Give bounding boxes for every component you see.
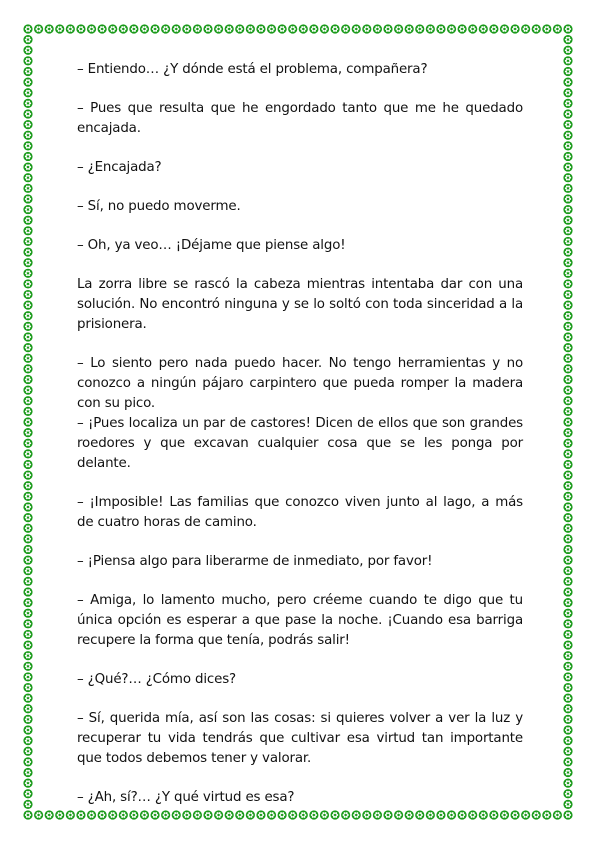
- flower-ornament-icon: [235, 810, 244, 819]
- flower-ornament-icon: [563, 258, 572, 267]
- flower-ornament-icon: [235, 24, 244, 33]
- flower-ornament-icon: [563, 439, 572, 448]
- flower-ornament-icon: [203, 24, 212, 33]
- flower-ornament-icon: [278, 810, 287, 819]
- flower-ornament-icon: [23, 301, 32, 310]
- flower-ornament-icon: [563, 609, 572, 618]
- flower-ornament-icon: [563, 237, 572, 246]
- flower-ornament-icon: [23, 577, 32, 586]
- flower-ornament-icon: [500, 810, 509, 819]
- flower-ornament-icon: [23, 789, 32, 798]
- flower-ornament-icon: [563, 247, 572, 256]
- flower-ornament-icon: [563, 747, 572, 756]
- flower-ornament-icon: [246, 24, 255, 33]
- flower-ornament-icon: [563, 332, 572, 341]
- flower-ornament-icon: [23, 619, 32, 628]
- flower-ornament-icon: [563, 109, 572, 118]
- flower-ornament-icon: [23, 417, 32, 426]
- story-text: [77, 60, 523, 808]
- flower-ornament-icon: [23, 258, 32, 267]
- flower-ornament-icon: [563, 67, 572, 76]
- flower-ornament-icon: [214, 24, 223, 33]
- flower-ornament-icon: [563, 471, 572, 480]
- flower-ornament-icon: [563, 141, 572, 150]
- flower-ornament-icon: [23, 534, 32, 543]
- flower-ornament-icon: [563, 534, 572, 543]
- flower-ornament-icon: [23, 290, 32, 299]
- flower-ornament-icon: [23, 184, 32, 193]
- flower-ornament-icon: [23, 609, 32, 618]
- flower-ornament-icon: [563, 502, 572, 511]
- flower-ornament-icon: [23, 279, 32, 288]
- flower-ornament-icon: [563, 736, 572, 745]
- flower-ornament-icon: [23, 311, 32, 320]
- flower-ornament-icon: [23, 78, 32, 87]
- flower-ornament-icon: [23, 460, 32, 469]
- flower-ornament-icon: [108, 810, 117, 819]
- flower-ornament-icon: [532, 24, 541, 33]
- flower-ornament-icon: [23, 598, 32, 607]
- flower-ornament-icon: [23, 194, 32, 203]
- flower-ornament-icon: [458, 24, 467, 33]
- flower-ornament-icon: [436, 24, 445, 33]
- flower-ornament-icon: [383, 24, 392, 33]
- flower-ornament-icon: [563, 800, 572, 809]
- flower-ornament-icon: [563, 194, 572, 203]
- dialogue-line: – Lo siento pero nada puedo hacer. No tengo herramientas y no conozco a ningún pájaro carpintero que pueda romper la madera con su pico.: [77, 356, 523, 411]
- flower-ornament-icon: [108, 24, 117, 33]
- flower-ornament-icon: [563, 78, 572, 87]
- flower-ornament-icon: [23, 354, 32, 363]
- flower-ornament-icon: [23, 662, 32, 671]
- flower-ornament-icon: [563, 407, 572, 416]
- flower-ornament-icon: [119, 810, 128, 819]
- flower-ornament-icon: [563, 577, 572, 586]
- flower-ornament-icon: [23, 375, 32, 384]
- flower-ornament-icon: [256, 810, 265, 819]
- flower-ornament-icon: [246, 810, 255, 819]
- flower-ornament-icon: [542, 810, 551, 819]
- flower-ornament-icon: [23, 56, 32, 65]
- flower-ornament-icon: [129, 24, 138, 33]
- flower-ornament-icon: [23, 247, 32, 256]
- dialogue-line: – Pues que resulta que he engordado tanto que me he quedado encajada.: [77, 101, 523, 136]
- flower-ornament-icon: [299, 810, 308, 819]
- flower-ornament-icon: [23, 736, 32, 745]
- flower-ornament-icon: [468, 24, 477, 33]
- flower-ornament-icon: [23, 694, 32, 703]
- flower-ornament-icon: [468, 810, 477, 819]
- flower-ornament-icon: [23, 587, 32, 596]
- flower-ornament-icon: [45, 810, 54, 819]
- flower-ornament-icon: [23, 481, 32, 490]
- flower-ornament-icon: [563, 311, 572, 320]
- flower-ornament-icon: [458, 810, 467, 819]
- flower-ornament-icon: [563, 630, 572, 639]
- flower-ornament-icon: [563, 269, 572, 278]
- flower-ornament-icon: [563, 131, 572, 140]
- flower-ornament-icon: [563, 216, 572, 225]
- flower-ornament-icon: [23, 768, 32, 777]
- flower-ornament-icon: [23, 640, 32, 649]
- flower-ornament-icon: [563, 757, 572, 766]
- flower-ornament-icon: [23, 513, 32, 522]
- dialogue-line: – Amiga, lo lamento mucho, pero créeme cuando te digo que tu única opción es esperar a que pase la noche. ¡Cuando esa barriga recupere la forma que tenía, podrás salir!: [77, 593, 523, 648]
- flower-ornament-icon: [225, 810, 234, 819]
- flower-ornament-icon: [563, 386, 572, 395]
- flower-ornament-icon: [66, 24, 75, 33]
- flower-ornament-icon: [55, 24, 64, 33]
- flower-ornament-icon: [182, 810, 191, 819]
- flower-ornament-icon: [23, 651, 32, 660]
- flower-ornament-icon: [23, 683, 32, 692]
- flower-ornament-icon: [563, 725, 572, 734]
- flower-ornament-icon: [415, 810, 424, 819]
- flower-ornament-icon: [87, 24, 96, 33]
- flower-ornament-icon: [330, 810, 339, 819]
- flower-ornament-icon: [23, 332, 32, 341]
- flower-ornament-icon: [415, 24, 424, 33]
- flower-ornament-icon: [45, 24, 54, 33]
- flower-ornament-icon: [23, 67, 32, 76]
- flower-ornament-icon: [267, 24, 276, 33]
- flower-ornament-icon: [98, 810, 107, 819]
- flower-ornament-icon: [23, 471, 32, 480]
- flower-ornament-icon: [510, 810, 519, 819]
- flower-ornament-icon: [23, 216, 32, 225]
- flower-ornament-icon: [193, 810, 202, 819]
- flower-ornament-icon: [76, 810, 85, 819]
- flower-ornament-icon: [563, 375, 572, 384]
- flower-ornament-icon: [563, 354, 572, 363]
- flower-ornament-icon: [563, 789, 572, 798]
- flower-ornament-icon: [23, 109, 32, 118]
- flower-ornament-icon: [563, 779, 572, 788]
- flower-ornament-icon: [563, 619, 572, 628]
- flower-ornament-icon: [23, 269, 32, 278]
- flower-ornament-icon: [563, 683, 572, 692]
- flower-ornament-icon: [23, 439, 32, 448]
- flower-ornament-icon: [225, 24, 234, 33]
- flower-ornament-icon: [278, 24, 287, 33]
- flower-ornament-icon: [150, 24, 159, 33]
- flower-ornament-icon: [256, 24, 265, 33]
- flower-ornament-icon: [563, 364, 572, 373]
- flower-ornament-icon: [563, 46, 572, 55]
- flower-ornament-icon: [563, 35, 572, 44]
- flower-ornament-icon: [288, 810, 297, 819]
- flower-ornament-icon: [172, 810, 181, 819]
- flower-ornament-icon: [23, 747, 32, 756]
- flower-ornament-icon: [447, 24, 456, 33]
- flower-ornament-icon: [532, 810, 541, 819]
- flower-ornament-icon: [140, 810, 149, 819]
- flower-ornament-icon: [352, 810, 361, 819]
- flower-ornament-icon: [288, 24, 297, 33]
- flower-ornament-icon: [23, 779, 32, 788]
- flower-ornament-icon: [383, 810, 392, 819]
- flower-ornament-icon: [23, 757, 32, 766]
- dialogue-line: – ¡Imposible! Las familias que conozco viven junto al lago, a más de cuatro horas de camino.: [77, 495, 523, 530]
- flower-ornament-icon: [426, 24, 435, 33]
- flower-ornament-icon: [23, 704, 32, 713]
- flower-ornament-icon: [320, 24, 329, 33]
- flower-ornament-icon: [98, 24, 107, 33]
- flower-ornament-icon: [563, 513, 572, 522]
- flower-ornament-icon: [34, 810, 43, 819]
- flower-ornament-icon: [394, 24, 403, 33]
- flower-ornament-icon: [563, 587, 572, 596]
- flower-ornament-icon: [563, 598, 572, 607]
- flower-ornament-icon: [23, 407, 32, 416]
- flower-ornament-icon: [563, 120, 572, 129]
- flower-ornament-icon: [563, 184, 572, 193]
- flower-ornament-icon: [34, 24, 43, 33]
- flower-ornament-icon: [563, 481, 572, 490]
- flower-ornament-icon: [553, 810, 562, 819]
- flower-ornament-icon: [66, 810, 75, 819]
- flower-ornament-icon: [309, 810, 318, 819]
- flower-ornament-icon: [479, 24, 488, 33]
- dialogue-line: – Sí, querida mía, así son las cosas: si quieres volver a ver la luz y recuperar tu vida tendrás que cultivar esa virtud tan importante que todos debemos tener y valorar.: [77, 711, 523, 766]
- flower-ornament-icon: [563, 162, 572, 171]
- flower-ornament-icon: [203, 810, 212, 819]
- flower-ornament-icon: [214, 810, 223, 819]
- flower-ornament-icon: [320, 810, 329, 819]
- flower-ornament-icon: [172, 24, 181, 33]
- flower-ornament-icon: [563, 524, 572, 533]
- flower-ornament-icon: [119, 24, 128, 33]
- flower-ornament-icon: [150, 810, 159, 819]
- flower-ornament-icon: [23, 162, 32, 171]
- flower-ornament-icon: [23, 237, 32, 246]
- flower-ornament-icon: [563, 704, 572, 713]
- flower-ornament-icon: [161, 810, 170, 819]
- flower-ornament-icon: [563, 152, 572, 161]
- flower-ornament-icon: [23, 800, 32, 809]
- flower-ornament-icon: [521, 24, 530, 33]
- flower-ornament-icon: [299, 24, 308, 33]
- flower-ornament-icon: [23, 120, 32, 129]
- flower-ornament-icon: [23, 672, 32, 681]
- flower-ornament-icon: [23, 725, 32, 734]
- flower-ornament-icon: [23, 152, 32, 161]
- flower-ornament-icon: [563, 460, 572, 469]
- flower-ornament-icon: [23, 322, 32, 331]
- dialogue-line: – ¿Ah, sí?… ¿Y qué virtud es esa?: [77, 790, 295, 805]
- flower-ornament-icon: [129, 810, 138, 819]
- flower-ornament-icon: [563, 279, 572, 288]
- flower-ornament-icon: [563, 417, 572, 426]
- flower-ornament-icon: [23, 810, 32, 819]
- flower-ornament-icon: [510, 24, 519, 33]
- flower-ornament-icon: [193, 24, 202, 33]
- flower-ornament-icon: [563, 545, 572, 554]
- flower-ornament-icon: [563, 694, 572, 703]
- flower-ornament-icon: [563, 715, 572, 724]
- flower-ornament-icon: [405, 810, 414, 819]
- flower-ornament-icon: [309, 24, 318, 33]
- flower-ornament-icon: [563, 768, 572, 777]
- dialogue-line: – Sí, no puedo moverme.: [77, 199, 241, 214]
- flower-ornament-icon: [563, 672, 572, 681]
- flower-ornament-icon: [23, 173, 32, 182]
- flower-ornament-icon: [489, 24, 498, 33]
- flower-ornament-icon: [23, 492, 32, 501]
- dialogue-line: – ¡Piensa algo para liberarme de inmediato, por favor!: [77, 554, 433, 569]
- flower-ornament-icon: [330, 24, 339, 33]
- flower-ornament-icon: [405, 24, 414, 33]
- flower-ornament-icon: [563, 396, 572, 405]
- flower-ornament-icon: [563, 322, 572, 331]
- flower-ornament-icon: [23, 343, 32, 352]
- flower-ornament-icon: [553, 24, 562, 33]
- flower-ornament-icon: [362, 24, 371, 33]
- flower-ornament-icon: [521, 810, 530, 819]
- flower-ornament-icon: [563, 173, 572, 182]
- flower-ornament-icon: [140, 24, 149, 33]
- flower-ornament-icon: [23, 226, 32, 235]
- flower-ornament-icon: [23, 502, 32, 511]
- flower-ornament-icon: [563, 56, 572, 65]
- narration-paragraph: La zorra libre se rascó la cabeza mientras intentaba dar con una solución. No encontró ninguna y se lo soltó con toda sinceridad a la prisionera.: [77, 277, 523, 332]
- flower-ornament-icon: [182, 24, 191, 33]
- flower-ornament-icon: [563, 640, 572, 649]
- flower-ornament-icon: [362, 810, 371, 819]
- flower-ornament-icon: [563, 301, 572, 310]
- flower-ornament-icon: [563, 205, 572, 214]
- flower-ornament-icon: [23, 131, 32, 140]
- flower-ornament-icon: [436, 810, 445, 819]
- flower-ornament-icon: [23, 428, 32, 437]
- flower-ornament-icon: [489, 810, 498, 819]
- flower-ornament-icon: [23, 715, 32, 724]
- dialogue-line: – ¿Encajada?: [77, 160, 162, 175]
- flower-ornament-icon: [563, 24, 572, 33]
- flower-ornament-icon: [373, 810, 382, 819]
- flower-ornament-icon: [55, 810, 64, 819]
- dialogue-line: – ¡Pues localiza un par de castores! Dicen de ellos que son grandes roedores y que excavan cualquier cosa que se les ponga por delante.: [77, 416, 523, 471]
- flower-ornament-icon: [23, 630, 32, 639]
- flower-ornament-icon: [563, 449, 572, 458]
- flower-ornament-icon: [23, 205, 32, 214]
- flower-ornament-icon: [479, 810, 488, 819]
- flower-ornament-icon: [563, 492, 572, 501]
- flower-ornament-icon: [23, 364, 32, 373]
- flower-ornament-icon: [23, 555, 32, 564]
- flower-ornament-icon: [352, 24, 361, 33]
- flower-ornament-icon: [341, 24, 350, 33]
- flower-ornament-icon: [563, 99, 572, 108]
- dialogue-line: – Entiendo… ¿Y dónde está el problema, compañera?: [77, 62, 428, 77]
- flower-ornament-icon: [23, 396, 32, 405]
- flower-ornament-icon: [23, 24, 32, 33]
- dialogue-line: – Oh, ya veo… ¡Déjame que piense algo!: [77, 238, 346, 253]
- flower-ornament-icon: [23, 449, 32, 458]
- flower-ornament-icon: [23, 386, 32, 395]
- flower-ornament-icon: [23, 524, 32, 533]
- flower-ornament-icon: [87, 810, 96, 819]
- flower-ornament-icon: [373, 24, 382, 33]
- flower-ornament-icon: [563, 662, 572, 671]
- flower-ornament-icon: [23, 35, 32, 44]
- flower-ornament-icon: [341, 810, 350, 819]
- flower-ornament-icon: [23, 88, 32, 97]
- flower-ornament-icon: [563, 226, 572, 235]
- flower-ornament-icon: [426, 810, 435, 819]
- flower-ornament-icon: [563, 555, 572, 564]
- flower-ornament-icon: [267, 810, 276, 819]
- flower-ornament-icon: [563, 810, 572, 819]
- flower-ornament-icon: [563, 290, 572, 299]
- flower-ornament-icon: [563, 88, 572, 97]
- flower-ornament-icon: [563, 343, 572, 352]
- flower-ornament-icon: [23, 545, 32, 554]
- flower-ornament-icon: [76, 24, 85, 33]
- flower-ornament-icon: [394, 810, 403, 819]
- flower-ornament-icon: [563, 428, 572, 437]
- flower-ornament-icon: [161, 24, 170, 33]
- dialogue-line: – ¿Qué?… ¿Cómo dices?: [77, 672, 236, 687]
- flower-ornament-icon: [542, 24, 551, 33]
- flower-ornament-icon: [563, 566, 572, 575]
- flower-ornament-icon: [563, 651, 572, 660]
- flower-ornament-icon: [23, 46, 32, 55]
- flower-ornament-icon: [23, 566, 32, 575]
- flower-ornament-icon: [23, 99, 32, 108]
- flower-ornament-icon: [447, 810, 456, 819]
- flower-ornament-icon: [23, 141, 32, 150]
- flower-ornament-icon: [500, 24, 509, 33]
